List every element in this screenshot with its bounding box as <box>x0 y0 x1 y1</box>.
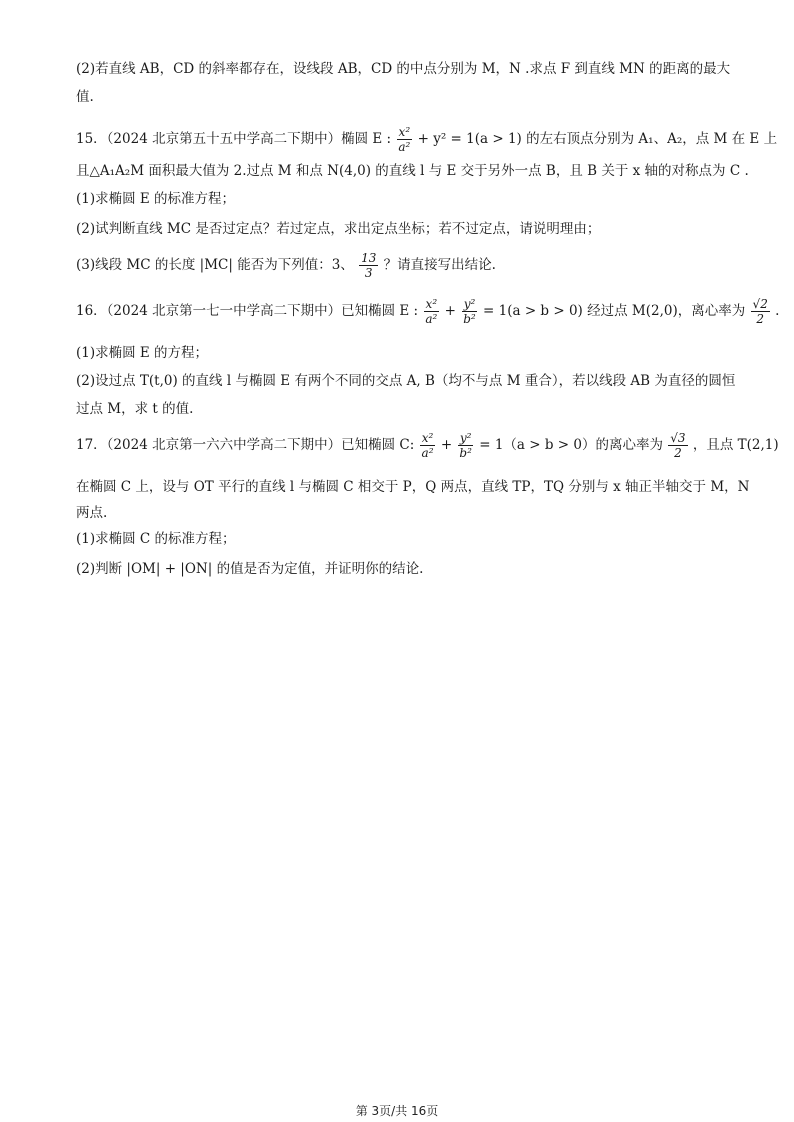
q16-equation-rest: = 1(a > b > 0) <box>483 303 583 319</box>
q15-fraction-numerator: x² <box>398 125 411 139</box>
q16-eccentricity-fraction <box>751 298 770 325</box>
q17-fraction-x <box>420 432 436 459</box>
q17-line3: 两点. <box>76 505 108 521</box>
q15-intro-tail: 的左右顶点分别为 A₁、A₂，点 M 在 E 上 <box>526 131 778 147</box>
q16-intro <box>76 297 780 326</box>
q16-fraction-y-den: b² <box>463 312 476 326</box>
q15-intro-head: 15．（2024 北京第五十五中学高二下期中）椭圆 E : <box>76 131 392 147</box>
q16-mid: 经过点 M(2,0)，离心率为 <box>587 303 746 319</box>
q16-fraction-x-num: x² <box>425 297 438 311</box>
q15-ellipse-fraction <box>396 126 412 153</box>
q15-part1: (1)求椭圆 E 的标准方程； <box>76 191 236 207</box>
q15-fraction-denominator: a² <box>398 140 411 154</box>
q17-part1: (1)求椭圆 C 的标准方程； <box>76 531 236 547</box>
q17-line2: 在椭圆 C 上，设与 OT 平行的直线 l 与椭圆 C 相交于 P，Q 两点，直线 TP，TQ 分别与 x 轴正半轴交于 M，N <box>76 479 750 495</box>
q15-part2: (2)试判断直线 MC 是否过定点？若过定点，求出定点坐标；若不过定点，请说明理由； <box>76 221 601 237</box>
q17-equation-rest: = 1（a > b > 0）的离心率为 <box>479 437 663 453</box>
q14-part2-line1: (2)若直线 AB，CD 的斜率都存在，设线段 AB，CD 的中点分别为 M，N .求点 F 到直线 MN 的距离的最大 <box>76 61 731 77</box>
q17-ecc-num: √3 <box>670 431 686 445</box>
q14-part2-line2: 值. <box>76 89 94 105</box>
q15-part3-head: (3)线段 MC 的长度 |MC| 能否为下列值：3、 <box>76 257 354 273</box>
q17-part2: (2)判断 |OM| + |ON| 的值是否为定值，并证明你的结论. <box>76 561 424 577</box>
q16-part1: (1)求椭圆 E 的方程； <box>76 345 209 361</box>
q17-fraction-y-num: y² <box>459 431 472 445</box>
q17-fraction-x-num: x² <box>421 431 434 445</box>
q15-equation-rest: + y² = 1(a > 1) <box>417 131 522 147</box>
q15-intro <box>76 125 778 154</box>
q15-part3-numerator: 13 <box>361 251 377 265</box>
q15-part3 <box>76 252 726 279</box>
q16-part2-line1: (2)设过点 T(t,0) 的直线 l 与椭圆 E 有两个不同的交点 A, B（均不与点 M 重合），若以线段 AB 为直径的圆恒 <box>76 373 736 389</box>
q17-ecc-den: 2 <box>674 446 682 460</box>
q17-eccentricity-fraction <box>668 432 687 459</box>
q16-fraction-y <box>461 298 478 325</box>
q16-fraction-x <box>423 298 439 325</box>
q16-end: . <box>775 303 780 319</box>
q15-line2: 且△A₁A₂M 面积最大值为 2.过点 M 和点 N(4,0) 的直线 l 与 E 交于另外一点 B，且 B 关于 x 轴的对称点为 C . <box>76 163 749 179</box>
page-footer: 第 3页/共 16页 <box>355 1104 439 1118</box>
q16-ecc-den: 2 <box>756 312 764 326</box>
q16-fraction-x-den: a² <box>425 312 438 326</box>
q17-tail: ，且点 T(2,1) <box>692 437 779 453</box>
q17-fraction-x-den: a² <box>421 446 434 460</box>
q15-part3-fraction <box>359 252 378 279</box>
q15-part3-tail: ？请直接写出结论. <box>383 257 496 273</box>
q15-part3-denominator: 3 <box>364 266 373 280</box>
q16-intro-head: 16．（2024 北京第一七一中学高二下期中）已知椭圆 E : <box>76 303 419 319</box>
q16-part2-line2: 过点 M，求 t 的值. <box>76 401 194 417</box>
q17-intro-head: 17．（2024 北京第一六六中学高二下期中）已知椭圆 C: <box>76 437 415 453</box>
q16-plus: + <box>444 303 456 319</box>
q17-fraction-y-den: b² <box>459 446 472 460</box>
q17-fraction-y <box>457 432 474 459</box>
q17-intro <box>76 431 779 460</box>
q16-fraction-y-num: y² <box>463 297 476 311</box>
q16-ecc-num: √2 <box>752 297 768 311</box>
q17-plus: + <box>440 437 453 453</box>
